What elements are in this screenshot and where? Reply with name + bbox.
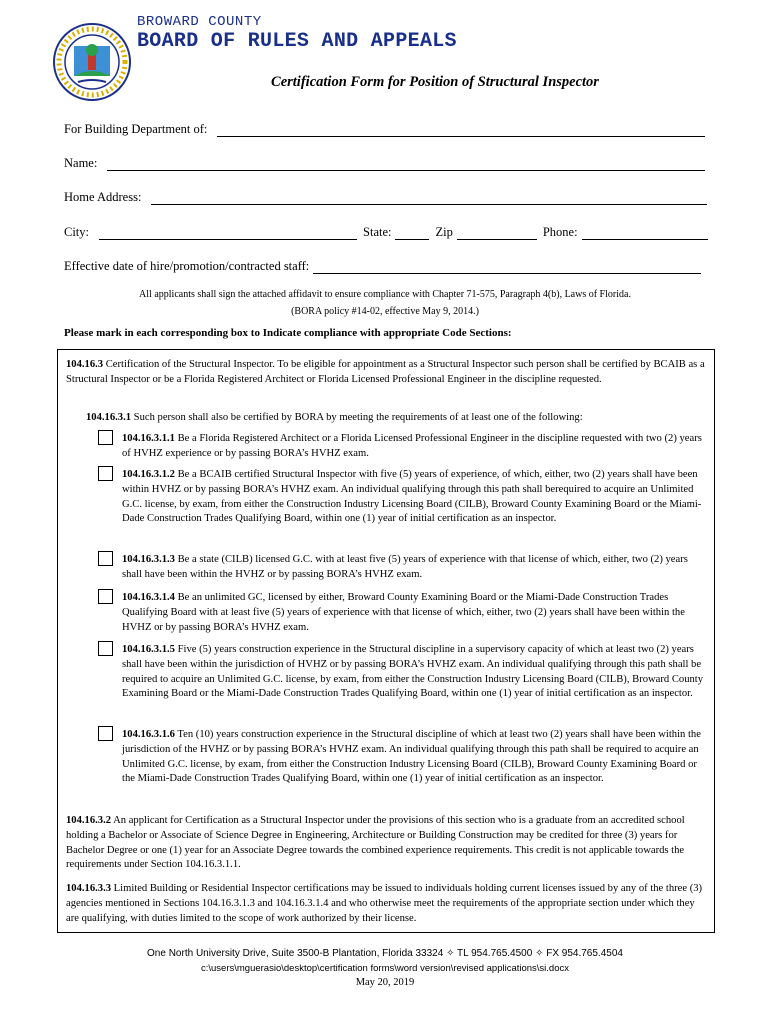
- option-number: 104.16.3.1.5: [122, 644, 175, 655]
- affidavit-notice: All applicants shall sign the attached affidavit to ensure compliance with Chapter 71-575, Paragraph 4(b), Laws of Florida.: [139, 289, 631, 300]
- section-text: Such person shall also be certified by BORA by meeting the requirements of at least one of the following:: [131, 412, 583, 423]
- option-text: Five (5) years construction experience in the Structural discipline in a supervisory capacity of which at least two (2) years shall have been within the jurisdiction of HVHZ or by passing BORA’s HVHZ exam. An individual qualifying through this path shall be required to acquire an Unlimited G.C. license, by exam, from either the Construction Industry Licensing Board (CILB), Broward County Examining Board or the Miami-Dade Construction Trades Qualifying Board, within one (1) year of initial certification as an inspector.: [122, 644, 704, 700]
- section-text: Certification of the Structural Inspector. To be eligible for appointment as a Structural Inspector such person shall be certified by BCAIB as a Structural Inspector or be a Florida Registered Architect or Florida Licensed Professional Engineer in the discipline requested.: [66, 359, 705, 385]
- option-text: Ten (10) years construction experience in the Structural discipline of which at least two (2) years shall have been within the jurisdiction of the HVHZ or by passing BORA’s HVHZ exam. An individual qualifying through this path shall be required to acquire an Unlimited G.C. license, by exam, from either the Construction Industry Licensing Board (CILB), Broward County Examining Board or the Miami-Dade Construction Trades Qualifying Board, within one (1) year of initial certification as an inspector.: [122, 729, 701, 785]
- name-label: Name:: [64, 156, 98, 170]
- section-text: Limited Building or Residential Inspector certifications may be issued to individuals holding current licenses issued by any of the three (3) agencies mentioned in Sections 104.16.3.1.3 and 104.16.3.1.4 and who otherwise meet the requirements of the appropriate section under which they are qualifying, with duties limited to the scope of work authorized by their license.: [66, 883, 703, 924]
- option-number: 104.16.3.1.3: [122, 554, 175, 565]
- section-number: 104.16.3.3: [66, 883, 112, 894]
- option-5-checkbox[interactable]: [98, 641, 113, 656]
- option-text: Be a BCAIB certified Structural Inspector with five (5) years of experience, of which, either, two (2) years shall have been within HVHZ or by passing BORA’s HVHZ exam. An individual qualifying through this path shall berequired to acquire an Unlimited G.C. license, by exam, from either the Construction Industry Licensing Board (CILB), Broward County Examining Board or the Miami-Dade Construction Trades Qualifying Board, within one (1) year of initial certification as an inspector.: [122, 469, 702, 525]
- phone-input-line[interactable]: [582, 228, 708, 240]
- phone-label: Phone:: [542, 225, 578, 239]
- zip-label: Zip: [435, 225, 453, 239]
- option-104-16-3-1-3: [122, 553, 706, 583]
- effective-date-input-line[interactable]: [313, 262, 701, 274]
- bora-policy-note: (BORA policy #14-02, effective May 9, 2014.): [291, 306, 479, 317]
- option-4-checkbox[interactable]: [98, 589, 113, 604]
- option-104-16-3-1-5: [122, 643, 706, 702]
- option-text: Be an unlimited GC, licensed by either, Broward County Examining Board or the Miami-Dade Construction Trades Qualifying Board with at least five (5) years of experience with that license of which, either, two (2) years shall have been within the HVHZ or by passing BORA’s HVHZ exam.: [122, 592, 685, 633]
- name-input-line[interactable]: [107, 159, 705, 171]
- option-number: 104.16.3.1.1: [122, 433, 175, 444]
- option-104-16-3-1-1: [122, 432, 706, 462]
- effective-date-label: Effective date of hire/promotion/contracted staff:: [64, 259, 310, 273]
- department-label: For Building Department of:: [64, 122, 208, 136]
- effective-date-field: [64, 259, 701, 274]
- city-label: City:: [64, 225, 90, 239]
- option-number: 104.16.3.1.2: [122, 469, 175, 480]
- name-field: [64, 156, 705, 171]
- home-address-input-line[interactable]: [151, 193, 707, 205]
- city-row: [64, 225, 708, 240]
- county-name: BROWARD COUNTY: [137, 14, 262, 30]
- department-field: [64, 122, 705, 137]
- zip-input-line[interactable]: [457, 228, 537, 240]
- option-6-checkbox[interactable]: [98, 726, 113, 741]
- section-104-16-3-1: [86, 411, 706, 426]
- option-2-checkbox[interactable]: [98, 466, 113, 481]
- state-label: State:: [363, 225, 392, 239]
- option-number: 104.16.3.1.4: [122, 592, 175, 603]
- footer-date: May 20, 2019: [355, 977, 415, 988]
- option-3-checkbox[interactable]: [98, 551, 113, 566]
- section-number: 104.16.3.2: [66, 815, 112, 826]
- board-title: BOARD OF RULES AND APPEALS: [137, 30, 457, 53]
- section-104-16-3: [66, 358, 706, 388]
- footer-file-path: c:\users\mguerasio\desktop\certification forms\word version\revised applications\si.docx: [200, 963, 570, 974]
- department-input-line[interactable]: [217, 125, 705, 137]
- option-104-16-3-1-2: [122, 468, 706, 527]
- form-title: Certification Form for Position of Structural Inspector: [271, 74, 599, 90]
- state-input-line[interactable]: [395, 228, 429, 240]
- option-104-16-3-1-6: [122, 728, 706, 787]
- option-1-checkbox[interactable]: [98, 430, 113, 445]
- section-104-16-3-2: [66, 814, 706, 873]
- section-104-16-3-3: [66, 882, 706, 926]
- city-input-line[interactable]: [99, 228, 357, 240]
- home-address-label: Home Address:: [64, 190, 142, 204]
- instruction-text: Please mark in each corresponding box to Indicate compliance with appropriate Code Sections:: [64, 327, 512, 339]
- section-text: An applicant for Certification as a Structural Inspector under the provisions of this section who is a graduate from an accredited school holding a Bachelor or Associate of Science Degree in Engineering, Architecture or Building Construction may be credited for three (3) years for Bachelor Degree or one (1) year for an Associate Degree towards the combined experience requirements. This credit is not applicable towards the requirements under Section 104.16.3.1.1.: [66, 815, 685, 871]
- section-number: 104.16.3.1: [86, 412, 132, 423]
- option-text: Be a Florida Registered Architect or a Florida Licensed Professional Engineer in the discipline requested with two (2) years of HVHZ experience or by passing BORA’s HVHZ exam.: [122, 433, 702, 459]
- section-number: 104.16.3: [66, 359, 104, 370]
- option-number: 104.16.3.1.6: [122, 729, 175, 740]
- option-text: Be a state (CILB) licensed G.C. with at least five (5) years of experience with that license of which, either, two (2) years shall have been within the HVHZ or by passing BORA’s HVHZ exam.: [122, 554, 688, 580]
- footer-address: One North University Drive, Suite 3500-B Plantation, Florida 33324 ✧ TL 954.765.4500 ✧ FX 954.765.4504: [147, 948, 623, 959]
- home-address-field: [64, 190, 707, 205]
- option-104-16-3-1-4: [122, 591, 706, 635]
